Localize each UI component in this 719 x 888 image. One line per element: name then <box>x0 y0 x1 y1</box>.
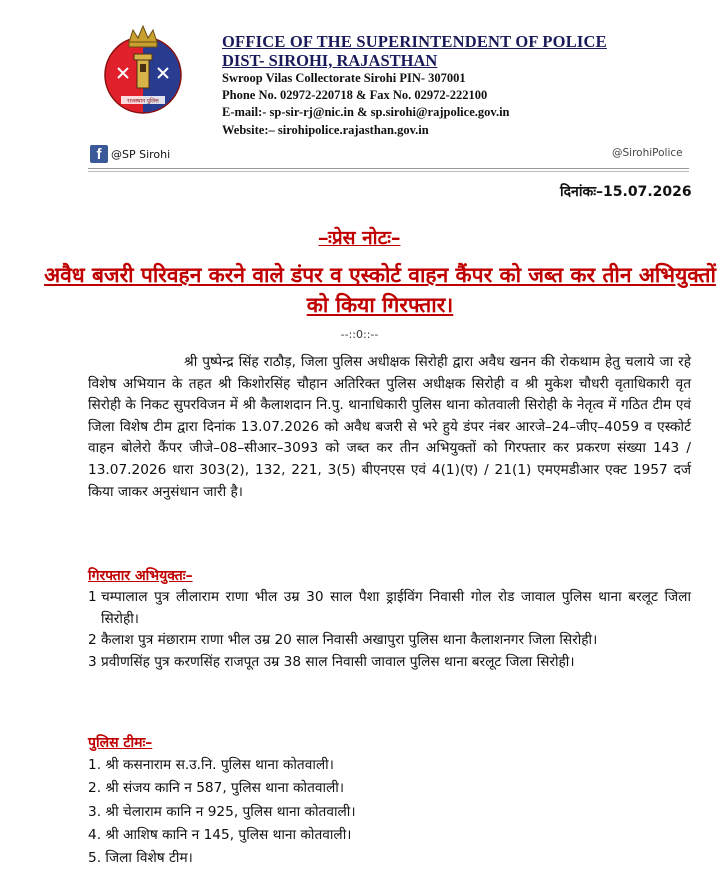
section-divider: --::0::-- <box>340 328 379 341</box>
police-team-section <box>88 733 691 870</box>
press-body <box>88 352 691 503</box>
header-rule-top <box>88 168 689 169</box>
team-title: पुलिस टीमः– <box>88 735 153 751</box>
item-text: प्रवीणसिंह पुत्र करणसिंह राजपूत उम्र 38 साल निवासी जावाल पुलिस थाना बरलूट जिला सिरोही। <box>101 653 575 670</box>
list-item <box>88 652 691 674</box>
arrested-title: गिरफ्तार अभियुक्तः– <box>88 568 193 584</box>
address-line: Swroop Vilas Collectorate Sirohi PIN- 307001 <box>222 71 466 85</box>
item-number: 2 <box>88 632 97 649</box>
rajasthan-police-emblem <box>96 20 190 118</box>
facebook-icon: f <box>90 145 108 163</box>
item-number: 1 <box>88 589 97 605</box>
facebook-handle: @SP Sirohi <box>111 147 171 161</box>
arrested-section <box>88 566 691 673</box>
office-header <box>222 32 607 139</box>
date-label: दिनांकः–15.07.2026 <box>560 184 692 200</box>
twitter-handle: @SirohiPolice <box>612 147 683 159</box>
item-number: 3 <box>88 653 97 670</box>
website-line: Website:– sirohipolice.rajasthan.gov.in <box>222 122 429 137</box>
phone-line: Phone No. 02972-220718 & Fax No. 02972-222100 <box>222 88 488 103</box>
item-text: कैलाश पुत्र मंछाराम राणा भील उम्र 20 साल निवासी अखापुरा पुलिस थाना कैलाशनगर जिला सिरोही। <box>101 632 598 649</box>
email-line: E-mail:- sp-sir-rj@nic.in & sp.sirohi@rajpolice.gov.in <box>222 105 510 120</box>
item-text: चम्पालाल पुत्र लीलाराम राणा भील उम्र 30 साल पैशा ड्राईविंग निवासी गोल रोड जावाल पुलिस थाना बरलूट जिला सिरोही। <box>101 589 691 627</box>
list-item: 1. श्री कसनाराम स.उ.नि. पुलिस थाना कोतवाली। <box>88 757 334 773</box>
headline: अवैध बजरी परिवहन करने वाले डंपर व एस्कोर्ट वाहन कैंपर को जब्त कर तीन अभियुक्तों को किया गिरफ्तार। <box>44 263 716 317</box>
list-item <box>88 587 691 630</box>
header-rule-bottom <box>88 171 689 172</box>
emblem-text: राजस्थान पुलिस <box>127 98 159 105</box>
arrested-list <box>88 587 691 673</box>
list-item: 5. जिला विशेष टीम। <box>88 850 193 867</box>
list-item <box>88 630 691 652</box>
team-list <box>88 754 691 870</box>
press-note-title <box>0 224 719 250</box>
list-item: 3. श्री चेलाराम कानि न 925, पुलिस थाना कोतवाली। <box>88 803 356 820</box>
office-title: OFFICE OF THE SUPERINTENDENT OF POLICE <box>222 32 607 51</box>
district-title: DIST- SIROHI, RAJASTHAN <box>222 51 438 70</box>
body-paragraph: श्री पुष्पेन्द्र सिंह राठौड़, जिला पुलिस अधीक्षक सिरोही द्वारा अवैध खनन की रोकथाम हेतु चलाये जा रहे विशेष अभियान के तहत श्री किशोरसिंह चौहान अतिरिक्त पुलिस अधीक्षक सिरोही व श्री मुकेश चौधरी वृताधिकारी वृत सिरोही के निकट सुपरविजन में श्री कैलाशदान नि.पु. थानाधिकारी पुलिस थाना कोतवाली सिरोही के नेतृत्व में गठित टीम एवं जिला विशेष टीम द्वारा दिनांक 13.07.2026 को अवैध बजरी से भरे हुये डंपर नंबर आरजे–24–जीए–4059 व एस्कोर्ट वाहन बोलेरो कैंपर जीजे–08–सीआर–3093 को जब्त कर तीन अभियुक्तों को गिरफ्तार कर प्रकरण संख्या 143 / 13.07.2026 धारा 303(2), 132, 221, 3(5) बीएनएस एवं 4(1)(ए) / 21(1) एमएमडीआर एक्ट 1957 दर्ज किया जाकर अनुसंधान जारी है। <box>88 354 691 500</box>
list-item: 4. श्री आशिष कानि न 145, पुलिस थाना कोतवाली। <box>88 826 352 843</box>
facebook-handle-row <box>90 145 170 163</box>
press-note-text: –ःप्रेस नोटः– <box>318 227 401 249</box>
list-item: 2. श्री संजय कानि न 587, पुलिस थाना कोतवाली। <box>88 780 345 797</box>
